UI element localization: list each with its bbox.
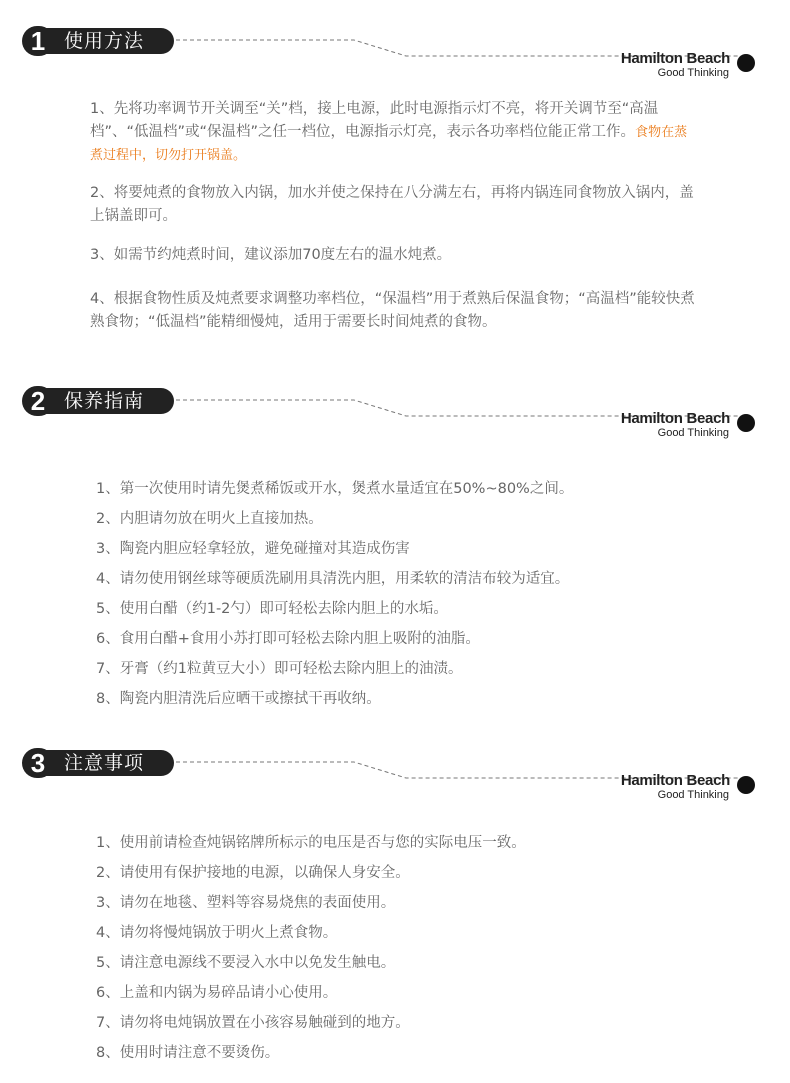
section-title: 注意事项 [46,750,174,776]
list-item: 5、请注意电源线不要浸入水中以免发生触电。 [96,955,396,971]
paragraph-text: 3、如需节约炖煮时间，建议添加70度左右的温水炖煮。 [90,247,452,263]
brand-dot-icon [737,54,755,72]
list-item: 7、请勿将电炖锅放置在小孩容易触碰到的地方。 [96,1015,410,1031]
section-number: 3 [22,748,54,778]
brand-logo [570,410,785,450]
paragraph-text: 2、将要炖煮的食物放入内锅，加水并使之保持在八分满左右，再将内锅连同食物放入锅内，盖上锅盖即可。 [90,185,694,224]
paragraph-text: 1、先将功率调节开关调至“关”档，接上电源，此时电源指示灯不亮，将开关调节至“高温档”、“低温档”或“保温档”之任一档位，电源指示灯亮，表示各功率档位能正常工作。 [90,101,659,140]
section-precautions [0,748,790,1083]
brand-name: Hamilton Beach [620,772,730,789]
brand-logo [570,50,785,90]
section-number: 1 [22,26,54,56]
section-badge [22,386,174,416]
list-item: 8、陶瓷内胆清洗后应晒干或擦拭干再收纳。 [96,691,381,707]
list-item: 8、使用时请注意不要烫伤。 [96,1045,280,1061]
section-title: 保养指南 [46,388,174,414]
paragraph-text: 4、根据食物性质及炖煮要求调整功率档位，“保温档”用于煮熟后保温食物；“高温档”能较快煮熟食物；“低温档”能精细慢炖，适用于需要长时间炖煮的食物。 [90,291,695,330]
list-item: 2、内胆请勿放在明火上直接加热。 [96,511,323,527]
maintenance-list [96,474,573,714]
brand-slogan: Good Thinking [657,427,729,439]
precautions-list [96,828,526,1068]
section-number: 2 [22,386,54,416]
section-maintenance [0,386,790,716]
brand-name: Hamilton Beach [620,410,730,427]
section-usage [0,26,790,346]
paragraph [90,182,700,228]
list-item: 6、上盖和内锅为易碎品请小心使用。 [96,985,338,1001]
section-badge [22,748,174,778]
list-item: 7、牙膏（约1粒黄豆大小）即可轻松去除内胆上的油渍。 [96,661,463,677]
brand-slogan: Good Thinking [657,67,729,79]
paragraph [90,244,700,267]
list-item: 3、陶瓷内胆应轻拿轻放，避免碰撞对其造成伤害 [96,541,410,557]
section-badge [22,26,174,56]
section-title: 使用方法 [46,28,174,54]
list-item: 3、请勿在地毯、塑料等容易烧焦的表面使用。 [96,895,396,911]
paragraph [90,98,700,167]
brand-name: Hamilton Beach [620,50,730,67]
brand-logo [570,772,785,812]
list-item: 5、使用白醋（约1-2勺）即可轻松去除内胆上的水垢。 [96,601,448,617]
warning-text: 食物在蒸煮过程中，切勿打开锅盖。 [90,125,688,163]
list-item: 2、请使用有保护接地的电源，以确保人身安全。 [96,865,410,881]
list-item: 1、第一次使用时请先煲煮稀饭或开水，煲煮水量适宜在50%~80%之间。 [96,481,574,497]
list-item: 4、请勿将慢炖锅放于明火上煮食物。 [96,925,338,941]
paragraph [90,288,700,334]
list-item: 1、使用前请检查炖锅铭牌所标示的电压是否与您的实际电压一致。 [96,835,526,851]
list-item: 6、食用白醋+食用小苏打即可轻松去除内胆上吸附的油脂。 [96,631,480,647]
brand-dot-icon [737,776,755,794]
list-item: 4、请勿使用钢丝球等硬质洗刷用具清洗内胆，用柔软的清洁布较为适宜。 [96,571,570,587]
brand-slogan: Good Thinking [657,789,729,801]
brand-dot-icon [737,414,755,432]
